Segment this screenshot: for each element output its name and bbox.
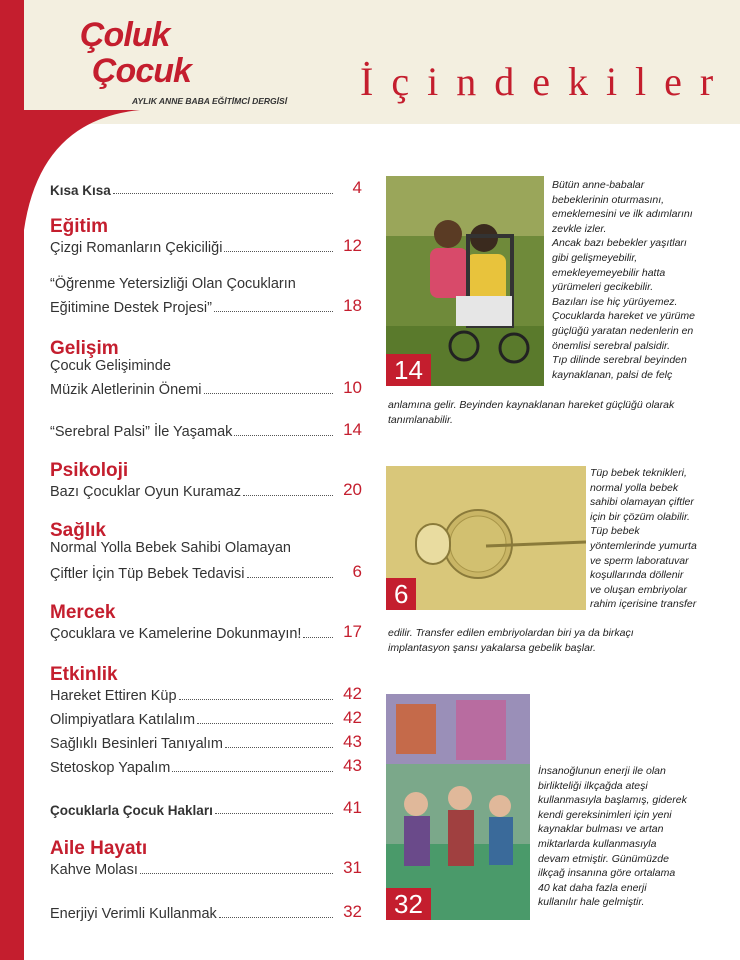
toc-entry[interactable]: Stetoskop Yapalım 43 <box>50 756 362 776</box>
page-number: 10 <box>343 378 362 397</box>
page-title: İçindekiler <box>360 59 732 104</box>
page-number: 4 <box>352 178 362 197</box>
section-heading-egitim: Eğitim <box>50 216 109 237</box>
page-number: 43 <box>343 732 362 751</box>
section-heading-psikoloji: Psikoloji <box>50 460 129 481</box>
page-number: 17 <box>343 622 362 641</box>
section-heading-aile: Aile Hayatı <box>50 838 148 859</box>
toc-entry-kisa-kisa[interactable]: Kısa Kısa 4 <box>50 178 362 198</box>
toc-entry[interactable]: Eğitimine Destek Projesi” 18 <box>50 296 362 316</box>
logo-word-2: Çocuk <box>92 52 191 90</box>
page-number: 31 <box>343 858 362 877</box>
feature-caption-1-tail: anlamına gelir. Beyinden kaynaklanan hareket güçlüğü olarak tanımlanabilir. <box>388 399 675 426</box>
toc-entry[interactable]: Müzik Aletlerinin Önemi 10 <box>50 378 362 398</box>
page-number: 12 <box>343 236 362 255</box>
toc-entry[interactable]: Kahve Molası 31 <box>50 858 362 878</box>
logo-word-1: Çoluk <box>80 16 170 54</box>
toc-entry[interactable]: Çizgi Romanların Çekiciliği 12 <box>50 236 362 256</box>
toc-entry[interactable]: Olimpiyatlara Katılalım 42 <box>50 708 362 728</box>
toc-entry[interactable]: Bazı Çocuklar Oyun Kuramaz 20 <box>50 480 362 500</box>
toc-entry[interactable]: Çiftler İçin Tüp Bebek Tedavisi 6 <box>50 562 362 582</box>
feature-caption-2-tail: edilir. Transfer edilen embriyolardan biri ya da birkaçı implantasyon şansı yakalarsa gebelik başlar. <box>388 627 634 654</box>
feature-page-badge: 14 <box>386 354 431 386</box>
feature-page-badge: 6 <box>386 578 416 610</box>
feature-caption-3: İnsanoğlunun enerji ile olan birlikteliği ilkçağda ateşi kullanmasıyla başlamış, giderek kendi gereksinimleri için yeni kaynaklar bulması ve artan miktarlarda kullanmasıyla devam etmiştir. Günümüzde ilkçağ insanına göre ortalama 40 kat daha fazla enerji kullanılır hale gelmiştir. <box>538 765 687 909</box>
toc-entry-line: “Öğrenme Yetersizliği Olan Çocukların <box>50 276 296 292</box>
logo-tagline: AYLIK ANNE BABA EĞİTİMCİ DERGİSİ <box>132 96 288 106</box>
page-number: 42 <box>343 684 362 703</box>
section-heading-gelisim: Gelişim <box>50 338 119 359</box>
toc-entry[interactable]: Enerjiyi Verimli Kullanmak 32 <box>50 902 362 922</box>
toc-entry[interactable]: Hareket Ettiren Küp 42 <box>50 684 362 704</box>
section-heading-mercek: Mercek <box>50 602 116 623</box>
page-number: 42 <box>343 708 362 727</box>
section-heading-etkinlik: Etkinlik <box>50 664 118 685</box>
toc-entry-cocuk-haklari[interactable]: Çocuklarla Çocuk Hakları 41 <box>50 798 362 818</box>
feature-caption-2: Tüp bebek teknikleri, normal yolla bebek sahibi olamayan çiftler için bir çözüm olabilir. Tüp bebek yöntemlerinde yumurta ve sperm laboratuvar koşullarında döllenir ve oluşan embriyolar rahim içerisine transfer <box>590 467 697 611</box>
toc-entry[interactable]: “Serebral Palsi” İle Yaşamak 14 <box>50 420 362 440</box>
section-heading-saglik: Sağlık <box>50 520 106 541</box>
page-number: 43 <box>343 756 362 775</box>
toc-entry-line: Normal Yolla Bebek Sahibi Olamayan <box>50 540 291 556</box>
feature-photo-painting[interactable] <box>386 694 530 920</box>
feature-page-badge: 32 <box>386 888 431 920</box>
page-number: 20 <box>343 480 362 499</box>
page-number: 14 <box>343 420 362 439</box>
feature-photo-children[interactable] <box>386 176 544 386</box>
feature-photo-ivf[interactable] <box>386 466 586 610</box>
page-number: 32 <box>343 902 362 921</box>
page-number: 18 <box>343 296 362 315</box>
feature-caption-1: Bütün anne-babalar bebeklerinin oturmasını, emeklemesini ve ilk adımlarını zevkle izler. Ancak bazı bebekler yaşıtları gibi gelişmeyebilir, emekleyemeyebilir hatta yürümeleri gecikebilir. Bazıları ise hiç yürüyemez. Çocuklarda hareket ve yürüme güçlüğü yaratan nedenlerin en önemlisi serebral palsidir. Tıp dilinde serebral beyinden kaynaklanan, palsi de felç <box>552 179 695 381</box>
photo-painting-image <box>386 694 530 920</box>
toc-entry[interactable]: Çocuklara ve Kamelerine Dokunmayın! 17 <box>50 622 362 642</box>
toc-entry[interactable]: Sağlıklı Besinleri Tanıyalım 43 <box>50 732 362 752</box>
page-number: 41 <box>343 798 362 817</box>
page-number: 6 <box>352 562 362 581</box>
toc-entry-line: Çocuk Gelişiminde <box>50 358 171 374</box>
corner-curve <box>0 110 140 230</box>
